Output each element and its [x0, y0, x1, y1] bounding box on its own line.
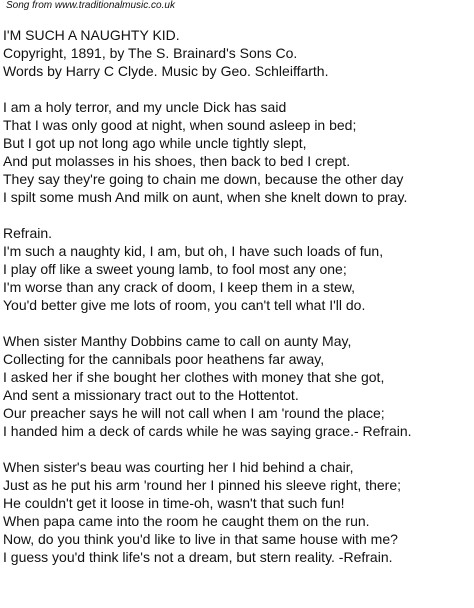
- stanza-gap: [3, 80, 473, 98]
- lyric-line: They say they're going to chain me down, because the other day: [3, 171, 404, 187]
- lyric-line: But I got up not long ago while uncle tightly slept,: [3, 135, 307, 151]
- lyric-line: I spilt some mush And milk on aunt, when she knelt down to pray.: [3, 189, 408, 205]
- lyric-line: Just as he put his arm 'round her I pinned his sleeve right, there;: [3, 477, 402, 493]
- lyric-line: I guess you'd think life's not a dream, but stern reality. -Refrain.: [3, 549, 393, 565]
- lyric-line: I'm such a naughty kid, I am, but oh, I have such loads of fun,: [3, 243, 384, 259]
- source-credit: Song from www.traditionalmusic.co.uk: [6, 0, 175, 11]
- credits-line: Words by Harry C Clyde. Music by Geo. Schleiffarth.: [3, 63, 329, 79]
- lyric-line: Now, do you think you'd like to live in that same house with me?: [3, 531, 398, 547]
- lyric-line: And put molasses in his shoes, then back to bed I crept.: [3, 153, 351, 169]
- stanza-gap: [3, 314, 473, 332]
- lyric-line: Collecting for the cannibals poor heathens far away,: [3, 351, 325, 367]
- verse-3: [3, 458, 473, 566]
- lyric-line: I am a holy terror, and my uncle Dick has said: [3, 99, 287, 115]
- song-lyrics: [3, 26, 473, 566]
- lyric-line: I asked her if she bought her clothes with money that she got,: [3, 369, 385, 385]
- lyric-line: When sister Manthy Dobbins came to call on aunty May,: [3, 333, 352, 349]
- refrain-heading: Refrain.: [3, 225, 53, 241]
- lyric-line: When sister's beau was courting her I hid behind a chair,: [3, 459, 354, 475]
- refrain: [3, 224, 473, 314]
- lyric-line: When papa came into the room he caught them on the run.: [3, 513, 370, 529]
- copyright-line: Copyright, 1891, by The S. Brainard's Sons Co.: [3, 45, 298, 61]
- lyric-line: I'm worse than any crack of doom, I keep them in a stew,: [3, 279, 356, 295]
- lyric-line: I handed him a deck of cards while he was saying grace.- Refrain.: [3, 423, 412, 439]
- lyric-line: And sent a missionary tract out to the Hottentot.: [3, 387, 299, 403]
- lyric-line: Our preacher says he will not call when I am 'round the place;: [3, 405, 385, 421]
- stanza-gap: [3, 440, 473, 458]
- verse-2: [3, 332, 473, 440]
- lyric-line: You'd better give me lots of room, you can't tell what I'll do.: [3, 297, 366, 313]
- lyric-line: I play off like a sweet young lamb, to fool most any one;: [3, 261, 347, 277]
- stanza-gap: [3, 206, 473, 224]
- song-header: [3, 26, 473, 80]
- lyric-line: That I was only good at night, when sound asleep in bed;: [3, 117, 357, 133]
- verse-1: [3, 98, 473, 206]
- lyric-line: He couldn't get it loose in time-oh, wasn't that such fun!: [3, 495, 345, 511]
- song-title: I'M SUCH A NAUGHTY KID.: [3, 27, 180, 43]
